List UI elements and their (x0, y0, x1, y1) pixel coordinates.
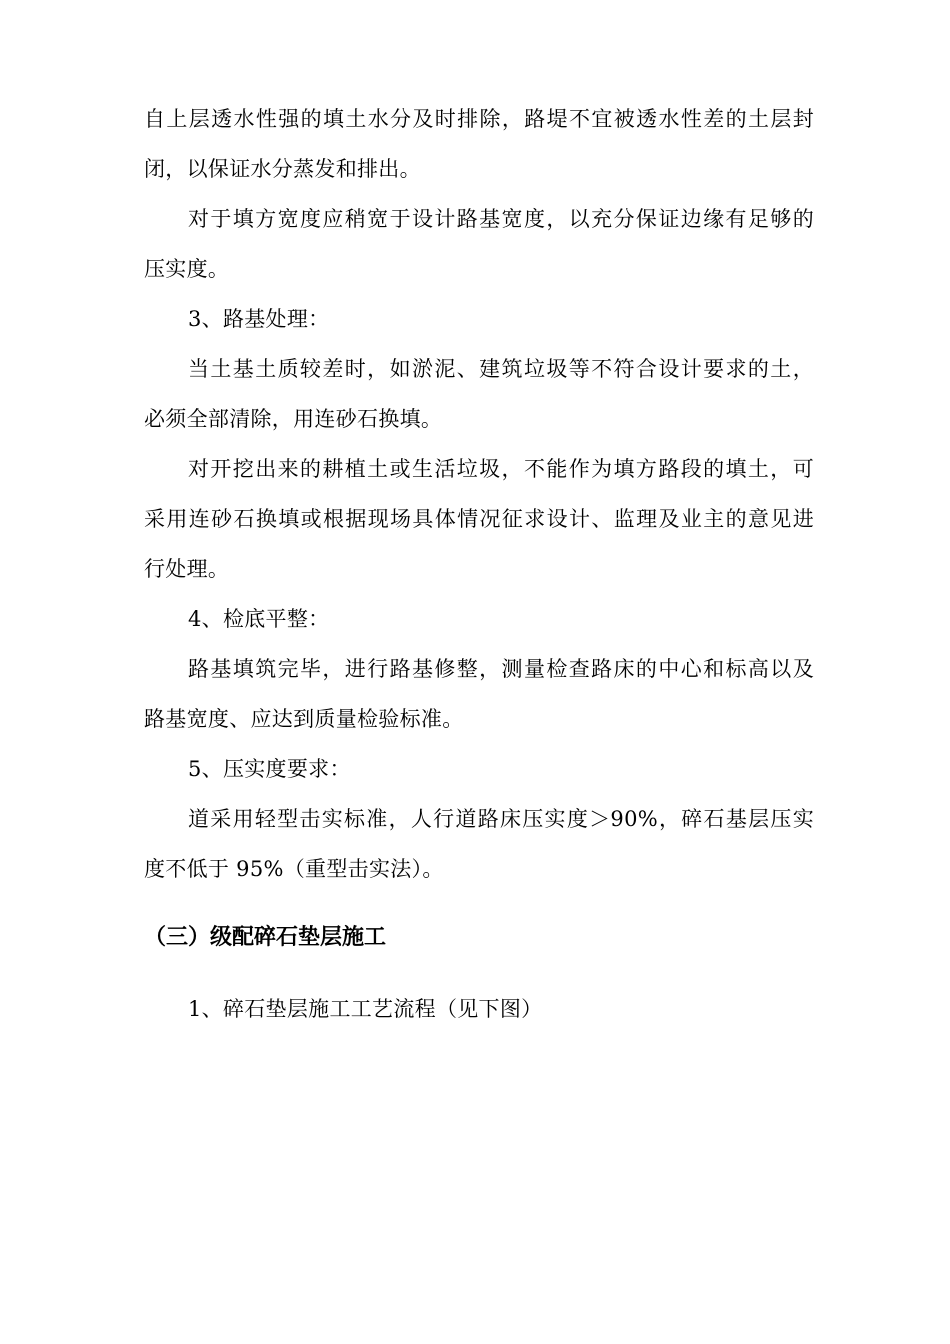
paragraph-line: 路基填筑完毕，进行路基修整，测量检查路床的中心和标高以及 (188, 657, 814, 681)
paragraph-line: 压实度。 (144, 257, 230, 281)
paragraph-line: 采用连砂石换填或根据现场具体情况征求设计、监理及业主的意见进 (144, 507, 814, 531)
paragraph-line: 自上层透水性强的填土水分及时排除，路堤不宜被透水性差的土层封 (144, 107, 814, 131)
subheading-3: 3、路基处理： (188, 307, 330, 331)
paragraph-line: 对于填方宽度应稍宽于设计路基宽度，以充分保证边缘有足够的 (188, 207, 814, 231)
subheading-5: 5、压实度要求： (188, 757, 351, 781)
paragraph-line: 道采用轻型击实标准，人行道路床压实度＞90%，碎石基层压实 (188, 807, 814, 831)
paragraph-line: 当土基土质较差时，如淤泥、建筑垃圾等不符合设计要求的土， (188, 357, 814, 381)
section-title: （三）级配碎石垫层施工 (144, 925, 387, 950)
section-item: 1、碎石垫层施工工艺流程（见下图） (188, 997, 543, 1021)
paragraph-line: 闭，以保证水分蒸发和排出。 (144, 157, 421, 181)
paragraph-line: 必须全部清除，用连砂石换填。 (144, 407, 443, 431)
paragraph-line: 行处理。 (144, 557, 230, 581)
paragraph-line: 度不低于 95%（重型击实法）。 (144, 857, 444, 881)
subheading-4: 4、检底平整： (188, 607, 330, 631)
paragraph-line: 对开挖出来的耕植土或生活垃圾，不能作为填方路段的填土，可 (188, 457, 814, 481)
paragraph-line: 路基宽度、应达到质量检验标准。 (144, 707, 464, 731)
